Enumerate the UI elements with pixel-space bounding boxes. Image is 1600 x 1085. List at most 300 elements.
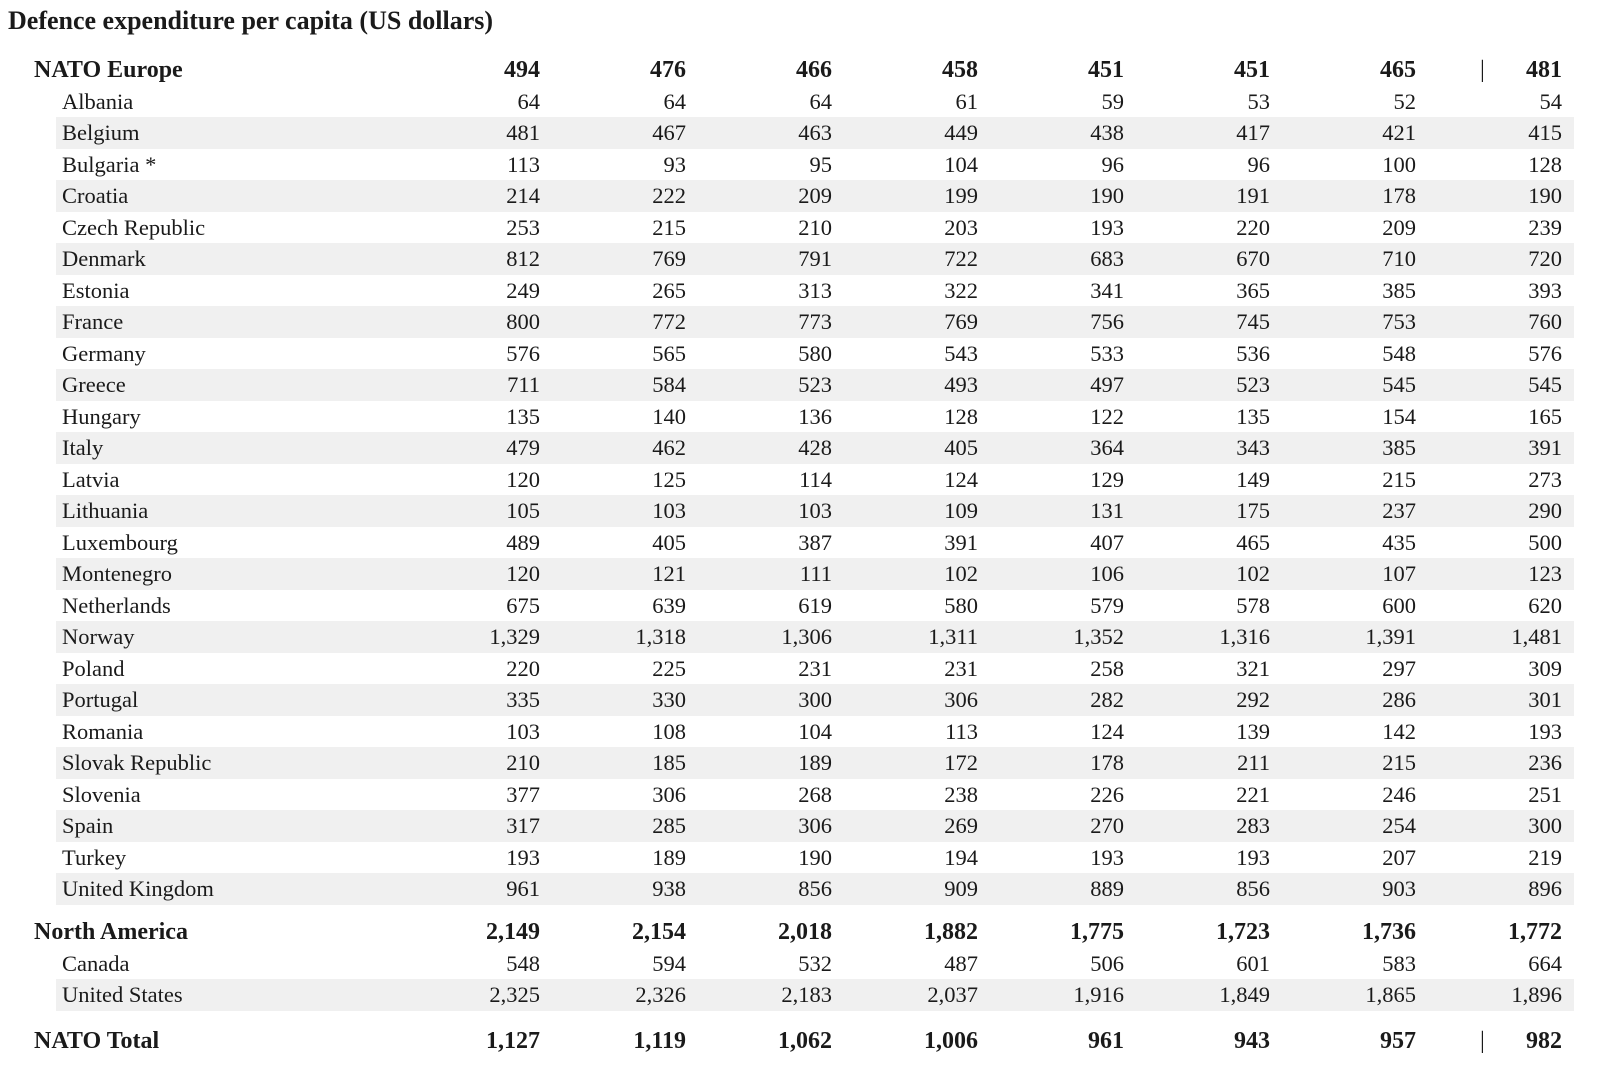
row-label: United Kingdom — [62, 876, 214, 901]
value-cell: 856 — [1236, 876, 1270, 901]
table-row-latvia — [56, 464, 1574, 496]
row-label: Italy — [62, 435, 104, 460]
value-cell: 103 — [506, 719, 540, 744]
value-cell: 772 — [652, 309, 686, 334]
value-cell: 199 — [944, 183, 978, 208]
value-cell: 438 — [1090, 120, 1124, 145]
value-cell: 211 — [1237, 750, 1270, 775]
value-cell: 209 — [798, 183, 832, 208]
value-cell: 2,183 — [781, 982, 832, 1007]
value-cell: 210 — [506, 750, 540, 775]
value-cell: 584 — [652, 372, 686, 397]
value-cell: 2,149 — [486, 919, 540, 945]
value-cell: 226 — [1090, 782, 1124, 807]
value-cell: 124 — [1090, 719, 1124, 744]
value-cell: 142 — [1382, 719, 1416, 744]
value-cell: 639 — [652, 593, 686, 618]
value-cell: 769 — [652, 246, 686, 271]
value-cell: 466 — [796, 57, 832, 83]
value-cell: 365 — [1236, 278, 1270, 303]
value-cell: 210 — [798, 215, 832, 240]
row-label: NATO Europe — [34, 57, 183, 83]
value-cell: 61 — [955, 89, 978, 114]
table-title: Defence expenditure per capita (US dollars) — [8, 6, 494, 35]
value-cell: 773 — [798, 309, 832, 334]
value-cell: 149 — [1236, 467, 1270, 492]
value-cell: 576 — [506, 341, 540, 366]
table-row-czech-republic — [56, 212, 1574, 244]
value-cell: 123 — [1528, 561, 1562, 586]
value-cell: 545 — [1382, 372, 1416, 397]
value-cell: 938 — [652, 876, 686, 901]
value-cell: 128 — [1528, 152, 1562, 177]
value-cell: 903 — [1382, 876, 1416, 901]
row-label: Montenegro — [62, 561, 172, 586]
table-row-belgium — [56, 117, 1574, 149]
value-cell: 237 — [1382, 498, 1416, 523]
value-cell: 594 — [652, 951, 686, 976]
row-label: Croatia — [62, 183, 129, 208]
value-cell: 769 — [944, 309, 978, 334]
row-label: Germany — [62, 341, 146, 366]
row-label: Latvia — [62, 467, 120, 492]
value-cell: 1,916 — [1073, 982, 1124, 1007]
value-cell: 1,062 — [778, 1028, 832, 1054]
value-cell: 1,481 — [1511, 624, 1562, 649]
value-cell: 481 — [506, 120, 540, 145]
value-cell: 683 — [1090, 246, 1124, 271]
value-cell: 497 — [1090, 372, 1124, 397]
row-label: Hungary — [62, 404, 141, 429]
value-cell: 405 — [944, 435, 978, 460]
value-cell: 463 — [798, 120, 832, 145]
value-cell: 225 — [652, 656, 686, 681]
value-cell: 313 — [798, 278, 832, 303]
value-cell: 300 — [1528, 813, 1562, 838]
table-row-france — [56, 306, 1574, 338]
value-cell: 1,352 — [1073, 624, 1124, 649]
value-cell: 96 — [1101, 152, 1124, 177]
value-cell: 309 — [1528, 656, 1562, 681]
value-cell: 391 — [944, 530, 978, 555]
value-cell: 385 — [1382, 278, 1416, 303]
row-label: Turkey — [62, 845, 127, 870]
value-cell: 64 — [663, 89, 686, 114]
table-row-slovenia — [56, 779, 1574, 811]
value-cell: 421 — [1382, 120, 1416, 145]
value-cell: 451 — [1088, 57, 1124, 83]
value-cell: 343 — [1236, 435, 1270, 460]
value-cell: 215 — [1382, 467, 1416, 492]
value-cell: 580 — [944, 593, 978, 618]
value-cell: 753 — [1382, 309, 1416, 334]
value-cell: 189 — [652, 845, 686, 870]
value-cell: 128 — [944, 404, 978, 429]
value-cell: 104 — [798, 719, 832, 744]
value-cell: 2,325 — [489, 982, 540, 1007]
value-cell: 96 — [1247, 152, 1270, 177]
row-label: Albania — [62, 89, 134, 114]
table-row-norway — [56, 621, 1574, 653]
value-cell: 222 — [652, 183, 686, 208]
value-cell: 756 — [1090, 309, 1124, 334]
value-cell: 407 — [1090, 530, 1124, 555]
row-label: Poland — [62, 656, 125, 681]
value-cell: 494 — [504, 57, 540, 83]
value-cell: 943 — [1234, 1028, 1270, 1054]
value-cell: 105 — [506, 498, 540, 523]
table-row-luxembourg — [56, 527, 1574, 559]
value-cell: 95 — [809, 152, 832, 177]
value-cell: 909 — [944, 876, 978, 901]
value-cell: 1,119 — [633, 1028, 686, 1054]
value-cell: 104 — [944, 152, 978, 177]
value-cell: 178 — [1382, 183, 1416, 208]
table-row-slovak-republic — [56, 747, 1574, 779]
value-cell: 103 — [652, 498, 686, 523]
table-row-hungary — [56, 401, 1574, 433]
table-row-united-states — [56, 979, 1574, 1011]
value-cell: 506 — [1090, 951, 1124, 976]
value-cell: 292 — [1236, 687, 1270, 712]
value-cell: 387 — [798, 530, 832, 555]
value-cell: 178 — [1090, 750, 1124, 775]
value-cell: 1,882 — [924, 919, 978, 945]
value-cell: 107 — [1382, 561, 1416, 586]
value-cell: 190 — [798, 845, 832, 870]
value-cell: 533 — [1090, 341, 1124, 366]
table-row-croatia — [56, 180, 1574, 212]
value-cell: 283 — [1236, 813, 1270, 838]
value-cell: 125 — [652, 467, 686, 492]
value-cell: 548 — [1382, 341, 1416, 366]
value-cell: 760 — [1528, 309, 1562, 334]
value-cell: 1,318 — [635, 624, 686, 649]
value-cell: 619 — [798, 593, 832, 618]
value-cell: 800 — [506, 309, 540, 334]
row-label: Bulgaria * — [62, 152, 157, 177]
table-row-spain — [56, 810, 1574, 842]
value-cell: 467 — [652, 120, 686, 145]
value-cell: 209 — [1382, 215, 1416, 240]
value-cell: 270 — [1090, 813, 1124, 838]
row-label: Luxembourg — [62, 530, 178, 555]
value-cell: 548 — [506, 951, 540, 976]
value-cell: 462 — [652, 435, 686, 460]
value-cell: 103 — [798, 498, 832, 523]
row-label: Slovak Republic — [62, 750, 212, 775]
value-cell: 102 — [1236, 561, 1270, 586]
row-label: North America — [34, 919, 188, 945]
value-cell: 601 — [1236, 951, 1270, 976]
value-cell: 290 — [1528, 498, 1562, 523]
value-cell: 306 — [652, 782, 686, 807]
value-cell: 889 — [1090, 876, 1124, 901]
value-cell: 791 — [798, 246, 832, 271]
value-cell: 536 — [1236, 341, 1270, 366]
value-cell: 102 — [944, 561, 978, 586]
column-separator: | — [1480, 1028, 1485, 1054]
value-cell: 193 — [1090, 845, 1124, 870]
value-cell: 415 — [1528, 120, 1562, 145]
value-cell: 172 — [944, 750, 978, 775]
value-cell: 215 — [652, 215, 686, 240]
value-cell: 711 — [507, 372, 540, 397]
table-row-denmark — [56, 243, 1574, 275]
value-cell: 532 — [798, 951, 832, 976]
value-cell: 856 — [798, 876, 832, 901]
value-cell: 273 — [1528, 467, 1562, 492]
value-cell: 500 — [1528, 530, 1562, 555]
value-cell: 961 — [506, 876, 540, 901]
value-cell: 215 — [1382, 750, 1416, 775]
value-cell: 722 — [944, 246, 978, 271]
value-cell: 120 — [506, 467, 540, 492]
row-label: NATO Total — [34, 1028, 160, 1054]
value-cell: 579 — [1090, 593, 1124, 618]
value-cell: 1,896 — [1511, 982, 1562, 1007]
value-cell: 139 — [1236, 719, 1270, 744]
value-cell: 231 — [944, 656, 978, 681]
value-cell: 578 — [1236, 593, 1270, 618]
table-row-romania — [56, 716, 1574, 748]
table-row-turkey — [56, 842, 1574, 874]
value-cell: 268 — [798, 782, 832, 807]
value-cell: 385 — [1382, 435, 1416, 460]
row-label: Romania — [62, 719, 144, 744]
value-cell: 253 — [506, 215, 540, 240]
value-cell: 220 — [1236, 215, 1270, 240]
value-cell: 670 — [1236, 246, 1270, 271]
value-cell: 449 — [944, 120, 978, 145]
value-cell: 493 — [944, 372, 978, 397]
row-label: Estonia — [62, 278, 130, 303]
value-cell: 364 — [1090, 435, 1124, 460]
row-label: Lithuania — [62, 498, 149, 523]
table-row-italy — [56, 432, 1574, 464]
row-label: Portugal — [62, 687, 139, 712]
value-cell: 93 — [663, 152, 686, 177]
value-cell: 341 — [1090, 278, 1124, 303]
table-row-poland — [56, 653, 1574, 685]
value-cell: 135 — [506, 404, 540, 429]
value-cell: 154 — [1382, 404, 1416, 429]
row-label: United States — [62, 982, 183, 1007]
value-cell: 306 — [944, 687, 978, 712]
value-cell: 131 — [1090, 498, 1124, 523]
value-cell: 221 — [1236, 782, 1270, 807]
value-cell: 254 — [1382, 813, 1416, 838]
row-label: Denmark — [62, 246, 146, 271]
value-cell: 321 — [1236, 656, 1270, 681]
value-cell: 982 — [1526, 1028, 1562, 1054]
table-row-montenegro — [56, 558, 1574, 590]
row-label: Norway — [62, 624, 135, 649]
table-row-bulgaria — [56, 149, 1574, 181]
value-cell: 710 — [1382, 246, 1416, 271]
table-row-united-kingdom — [56, 873, 1574, 905]
value-cell: 487 — [944, 951, 978, 976]
value-cell: 136 — [798, 404, 832, 429]
value-cell: 109 — [944, 498, 978, 523]
value-cell: 2,326 — [635, 982, 686, 1007]
value-cell: 113 — [507, 152, 540, 177]
value-cell: 405 — [652, 530, 686, 555]
value-cell: 961 — [1088, 1028, 1124, 1054]
table-row-albania — [56, 86, 1574, 118]
value-cell: 100 — [1382, 152, 1416, 177]
value-cell: 220 — [506, 656, 540, 681]
value-cell: 481 — [1526, 57, 1562, 83]
value-cell: 214 — [506, 183, 540, 208]
value-cell: 1,316 — [1219, 624, 1270, 649]
value-cell: 576 — [1528, 341, 1562, 366]
value-cell: 246 — [1382, 782, 1416, 807]
table-row-estonia — [56, 275, 1574, 307]
value-cell: 122 — [1090, 404, 1124, 429]
value-cell: 957 — [1380, 1028, 1416, 1054]
value-cell: 193 — [1090, 215, 1124, 240]
group-row-nato-total — [34, 1025, 1574, 1057]
value-cell: 249 — [506, 278, 540, 303]
value-cell: 417 — [1236, 120, 1270, 145]
value-cell: 330 — [652, 687, 686, 712]
value-cell: 238 — [944, 782, 978, 807]
value-cell: 393 — [1528, 278, 1562, 303]
value-cell: 236 — [1528, 750, 1562, 775]
row-label: France — [62, 309, 124, 334]
row-label: Netherlands — [62, 593, 171, 618]
value-cell: 301 — [1528, 687, 1562, 712]
value-cell: 120 — [506, 561, 540, 586]
value-cell: 812 — [506, 246, 540, 271]
value-cell: 286 — [1382, 687, 1416, 712]
value-cell: 745 — [1236, 309, 1270, 334]
value-cell: 193 — [1236, 845, 1270, 870]
value-cell: 1,311 — [928, 624, 978, 649]
group-row-nato-europe — [34, 54, 1574, 86]
row-label: Slovenia — [62, 782, 141, 807]
value-cell: 239 — [1528, 215, 1562, 240]
value-cell: 1,775 — [1070, 919, 1124, 945]
value-cell: 193 — [506, 845, 540, 870]
value-cell: 306 — [798, 813, 832, 838]
value-cell: 269 — [944, 813, 978, 838]
value-cell: 1,329 — [489, 624, 540, 649]
value-cell: 489 — [506, 530, 540, 555]
value-cell: 465 — [1236, 530, 1270, 555]
value-cell: 121 — [652, 561, 686, 586]
value-cell: 580 — [798, 341, 832, 366]
value-cell: 377 — [506, 782, 540, 807]
value-cell: 282 — [1090, 687, 1124, 712]
value-cell: 135 — [1236, 404, 1270, 429]
value-cell: 53 — [1247, 89, 1270, 114]
value-cell: 896 — [1528, 876, 1562, 901]
value-cell: 265 — [652, 278, 686, 303]
value-cell: 335 — [506, 687, 540, 712]
value-cell: 1,849 — [1219, 982, 1270, 1007]
value-cell: 106 — [1090, 561, 1124, 586]
value-cell: 64 — [809, 89, 832, 114]
value-cell: 322 — [944, 278, 978, 303]
row-label: Canada — [62, 951, 130, 976]
value-cell: 52 — [1393, 89, 1416, 114]
value-cell: 523 — [1236, 372, 1270, 397]
value-cell: 124 — [944, 467, 978, 492]
table-row-greece — [56, 369, 1574, 401]
value-cell: 1,006 — [924, 1028, 978, 1054]
value-cell: 720 — [1528, 246, 1562, 271]
value-cell: 203 — [944, 215, 978, 240]
value-cell: 1,772 — [1508, 919, 1562, 945]
value-cell: 458 — [942, 57, 978, 83]
group-row-north-america — [34, 916, 1574, 948]
value-cell: 300 — [798, 687, 832, 712]
value-cell: 175 — [1236, 498, 1270, 523]
value-cell: 251 — [1528, 782, 1562, 807]
value-cell: 317 — [506, 813, 540, 838]
value-cell: 297 — [1382, 656, 1416, 681]
value-cell: 193 — [1528, 719, 1562, 744]
value-cell: 600 — [1382, 593, 1416, 618]
value-cell: 479 — [506, 435, 540, 460]
row-label: Belgium — [62, 120, 140, 145]
value-cell: 435 — [1382, 530, 1416, 555]
row-label: Spain — [62, 813, 114, 838]
value-cell: 1,736 — [1362, 919, 1416, 945]
value-cell: 565 — [652, 341, 686, 366]
value-cell: 1,865 — [1365, 982, 1416, 1007]
value-cell: 185 — [652, 750, 686, 775]
value-cell: 258 — [1090, 656, 1124, 681]
table-row-netherlands — [56, 590, 1574, 622]
row-label: Czech Republic — [62, 215, 206, 240]
table-row-lithuania — [56, 495, 1574, 527]
value-cell: 231 — [798, 656, 832, 681]
table-row-portugal — [56, 684, 1574, 716]
value-cell: 451 — [1234, 57, 1270, 83]
value-cell: 428 — [798, 435, 832, 460]
value-cell: 583 — [1382, 951, 1416, 976]
value-cell: 476 — [650, 57, 686, 83]
value-cell: 190 — [1090, 183, 1124, 208]
column-separator: | — [1480, 57, 1485, 83]
value-cell: 108 — [652, 719, 686, 744]
value-cell: 140 — [652, 404, 686, 429]
value-cell: 1,306 — [781, 624, 832, 649]
value-cell: 545 — [1528, 372, 1562, 397]
value-cell: 165 — [1528, 404, 1562, 429]
value-cell: 189 — [798, 750, 832, 775]
value-cell: 620 — [1528, 593, 1562, 618]
value-cell: 2,154 — [632, 919, 686, 945]
value-cell: 207 — [1382, 845, 1416, 870]
value-cell: 219 — [1528, 845, 1562, 870]
value-cell: 111 — [799, 561, 832, 586]
value-cell: 191 — [1236, 183, 1270, 208]
value-cell: 129 — [1090, 467, 1124, 492]
row-label: Greece — [62, 372, 126, 397]
value-cell: 675 — [506, 593, 540, 618]
value-cell: 2,037 — [927, 982, 978, 1007]
value-cell: 543 — [944, 341, 978, 366]
value-cell: 391 — [1528, 435, 1562, 460]
value-cell: 465 — [1380, 57, 1416, 83]
value-cell: 1,127 — [486, 1028, 540, 1054]
value-cell: 59 — [1101, 89, 1124, 114]
value-cell: 2,018 — [778, 919, 832, 945]
